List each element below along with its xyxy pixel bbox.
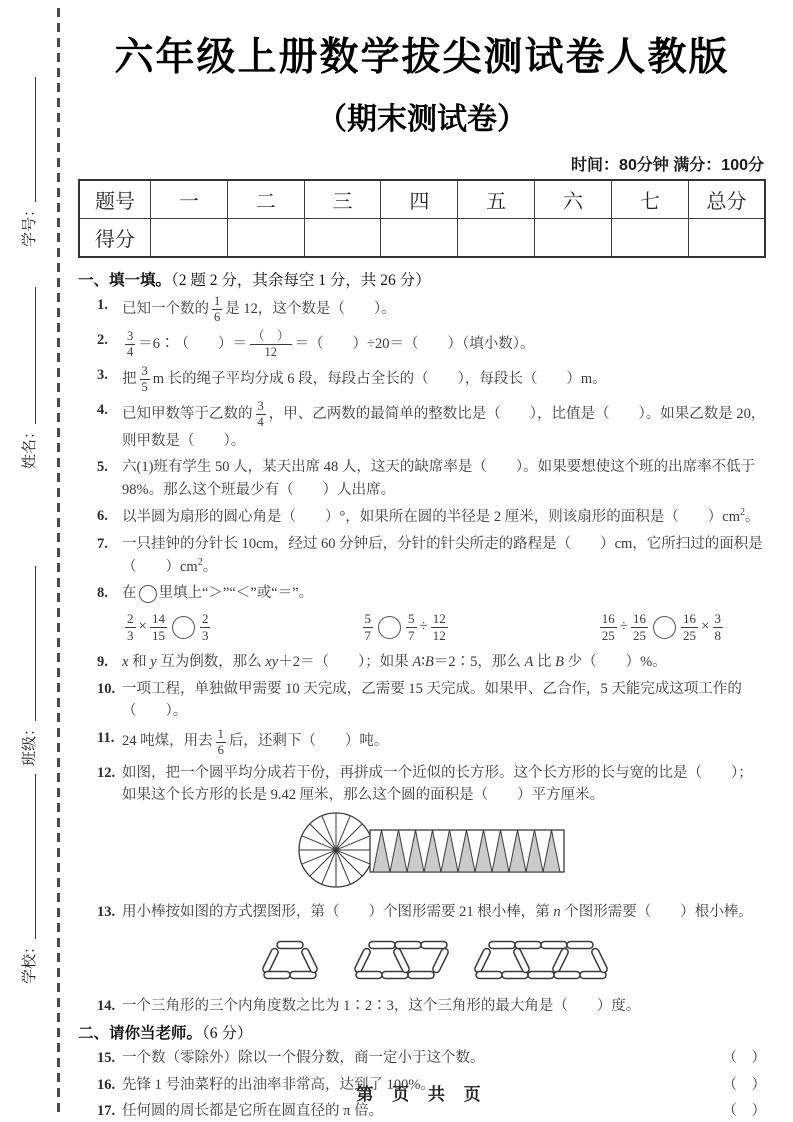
school-blank-line[interactable] <box>35 774 36 939</box>
question-item <box>97 995 766 1017</box>
question-text: 如图，把一个圆平均分成若干份，再拼成一个近似的长方形。这个长方形的长与宽的比是（ ）；如果这个长方形的长是 9.42 厘米，那么这个圆的面积是（ ）平方厘米。 <box>122 764 753 803</box>
question-text: 六(1)班有学生 50 人，某天出席 48 人，这天的缺席率是（ ）。如果要想使这个班的出席率不低于 98%。那么这个班最少有（ ）人出席。 <box>122 459 756 498</box>
question-text: 一项工程，单独做甲需要 10 天完成，乙需要 15 天完成。如果甲、乙合作，5 天能完成这项工作的（ ）。 <box>122 680 742 720</box>
student-name-blank-line[interactable] <box>35 287 36 424</box>
fraction: $\frac{16}{25}$ <box>633 610 647 643</box>
question-text: 已知甲数等于乙数的 $\frac{3}{4}$ ，甲、乙两数的最简单的整数比是（ ），比值是（ ）。如果乙数是 20，则甲数是（ ）。 <box>122 399 766 449</box>
question-item <box>97 399 766 452</box>
score-table-header-label: 题号 <box>79 180 151 219</box>
page-title: 六年级上册数学拔尖测试卷人教版 <box>114 36 730 79</box>
exam-time-score-info: 时间：80分钟 满分：100分 <box>571 157 764 174</box>
fraction: $\frac{3}{8}$ <box>714 610 721 643</box>
judge-question-item <box>97 1047 766 1069</box>
comparison-circle-blank[interactable] <box>139 585 157 603</box>
question-number: 16. <box>97 1076 116 1093</box>
student-name-field <box>19 287 39 469</box>
question-item <box>97 364 766 395</box>
question-text: $\frac{3}{4}$ ＝6∶（ ）＝ $\frac{( )}{12}$ ＝（ ）÷20＝（ ）（填小数）。 <box>127 329 535 359</box>
question-text: x 和 y 互为倒数，那么 xy＋2＝（ ）；如果 A∶B＝2∶5，那么 A 比 B 少（ ）%。 <box>122 654 667 671</box>
school-label: 学校： <box>22 938 38 984</box>
comparison-row <box>122 611 766 643</box>
fraction: $\frac{1}{6}$ <box>217 726 224 757</box>
score-table-column-总分: 总分 <box>688 180 765 219</box>
question-number: 17. <box>97 1103 116 1120</box>
fraction: $\frac{3}{5}$ <box>141 364 148 394</box>
section-two-heading <box>78 1021 766 1043</box>
fraction: $\frac{1}{6}$ <box>214 294 221 324</box>
question-item <box>97 456 766 501</box>
score-cell[interactable] <box>458 219 535 258</box>
comparison-expression: $\frac{2}{3}$ × $\frac{14}{15}$ $\frac{2}{3}$ <box>127 610 209 643</box>
fraction: $\frac{16}{25}$ <box>601 610 615 643</box>
question-number: 9. <box>97 654 108 671</box>
question-number: 7. <box>97 535 108 552</box>
question-text: 一个三角形的三个内角度数之比为 1∶2∶3，这个三角形的最大角是（ ）度。 <box>122 997 641 1014</box>
fraction: $\frac{12}{12}$ <box>432 610 446 643</box>
score-table-column-六: 六 <box>535 180 612 219</box>
question-text: 用小棒按如图的方式摆图形，第（ ）个图形需要 21 根小棒，第 n 个图形需要（ ）根小棒。 <box>122 904 753 921</box>
score-table-column-一: 一 <box>151 180 228 219</box>
score-cell[interactable] <box>535 219 612 258</box>
fraction: $\frac{2}{3}$ <box>127 610 134 643</box>
question-text: 一个数（零除外）除以一个假分数，商一定小于这个数。 <box>122 1050 485 1067</box>
judge-answer-blank[interactable]: （ ） <box>722 1103 766 1120</box>
question-number: 12. <box>97 764 116 781</box>
score-table-column-三: 三 <box>304 180 381 219</box>
question-text: 24 吨煤，用去 $\frac{1}{6}$ 后，还剩下（ ）吨。 <box>122 726 389 757</box>
student-id-blank-line[interactable] <box>35 77 36 202</box>
score-cell[interactable] <box>304 219 381 258</box>
score-table-column-二: 二 <box>227 180 304 219</box>
question-text: 把 $\frac{3}{5}$ m 长的绳子平均分成 6 段，每段占全长的（ ），每段长（ ）m。 <box>122 364 607 394</box>
score-cell[interactable] <box>227 219 304 258</box>
section-two-note: （6 分） <box>202 1025 253 1043</box>
comparison-circle-blank[interactable] <box>653 616 676 639</box>
section-one-heading <box>78 268 766 290</box>
score-cell[interactable] <box>688 219 765 258</box>
section-two-title: 二、请你当老师。 <box>78 1025 203 1043</box>
judge-answer-blank[interactable]: （ ） <box>722 1076 766 1093</box>
comparison-circle-blank[interactable] <box>172 616 195 639</box>
question-text: 一只挂钟的分针长 10cm，经过 60 分钟后，分针的针尖所走的路程是（ ）cm，它所扫过的面积是（ ）$cm^2$。 <box>122 535 763 575</box>
exam-content <box>78 0 766 1122</box>
seal-dashed-line <box>57 8 60 1112</box>
question-text: 已知一个数的 $\frac{1}{6}$ 是 12，这个数是（ ）。 <box>122 294 396 324</box>
class-label: 班级： <box>22 720 38 766</box>
question-text: 以半圆为扇形的圆心角是（ ）°，如果所在圆的半径是 2 厘米，则该扇形的面积是（ ）$cm^2$。 <box>122 507 760 526</box>
question-number: 10. <box>97 680 116 697</box>
fraction: $\frac{( )}{12}$ <box>252 329 290 359</box>
question-number: 3. <box>97 367 108 383</box>
comparison-circle-blank[interactable] <box>378 616 401 639</box>
question-item <box>97 294 766 325</box>
question-text: 在 里填上“＞”“＜”或“＝”。 <box>122 585 314 602</box>
fraction: $\frac{14}{15}$ <box>151 610 165 643</box>
class-blank-line[interactable] <box>35 566 36 721</box>
fraction: $\frac{5}{7}$ <box>408 610 415 643</box>
question-item <box>97 901 766 923</box>
question-number: 11. <box>97 729 115 746</box>
class-field <box>19 566 39 766</box>
stick-pattern-figure <box>260 928 766 989</box>
question-number: 8. <box>97 585 108 602</box>
score-table <box>78 179 766 258</box>
fraction: $\frac{16}{25}$ <box>683 610 697 643</box>
fraction: $\frac{5}{7}$ <box>364 610 372 643</box>
fraction: $\frac{3}{4}$ <box>257 399 264 429</box>
student-id-field <box>19 77 39 247</box>
score-table-column-四: 四 <box>381 180 458 219</box>
question-item <box>97 329 766 360</box>
section-one-title: 一、填一填。 <box>78 272 172 289</box>
question-number: 14. <box>97 997 116 1014</box>
question-item <box>97 678 766 723</box>
question-item <box>97 505 766 528</box>
question-item <box>97 533 766 579</box>
score-cell[interactable] <box>151 219 228 258</box>
question-number: 1. <box>97 297 108 313</box>
page-footer: 第 页 共 页 <box>356 1085 488 1104</box>
score-table-column-七: 七 <box>611 180 688 219</box>
question-item <box>97 651 766 673</box>
question-number: 5. <box>97 459 108 476</box>
judge-answer-blank[interactable]: （ ） <box>722 1050 766 1067</box>
question-text: 先锋 1 号油菜籽的出油率非常高，达到了 100%。 <box>122 1076 435 1093</box>
page-subtitle: （期末测试卷） <box>317 103 527 136</box>
fraction: $\frac{3}{4}$ <box>127 329 134 359</box>
question-item <box>97 582 766 604</box>
score-cell[interactable] <box>611 219 688 258</box>
question-text: 任何圆的周长都是它所在圆直径的 π 倍。 <box>122 1103 384 1120</box>
student-id-label: 学号： <box>22 201 38 247</box>
student-name-label: 姓名： <box>22 423 38 469</box>
comparison-expression: $\frac{16}{25}$ ÷ $\frac{16}{25}$ $\frac{16}{25}$ × $\frac{3}{8}$ <box>601 610 721 643</box>
school-field <box>19 774 39 984</box>
comparison-expression: $\frac{5}{7}$ $\frac{5}{7}$ ÷ $\frac{12}{12}$ <box>364 610 446 643</box>
circle-to-rectangle-figure <box>278 810 766 895</box>
fill-in-questions <box>78 294 766 1017</box>
question-number: 13. <box>97 904 116 921</box>
section-one-note: （2 题 2 分，其余每空 1 分，共 26 分） <box>171 272 431 289</box>
question-item <box>97 762 766 807</box>
question-number: 6. <box>97 508 108 525</box>
question-number: 15. <box>97 1050 116 1067</box>
seal-margin <box>0 0 64 1122</box>
score-cell[interactable] <box>381 219 458 258</box>
score-row-label: 得分 <box>79 219 151 258</box>
fraction: $\frac{2}{3}$ <box>201 610 209 643</box>
question-number: 2. <box>97 332 108 348</box>
question-number: 4. <box>97 402 108 418</box>
score-table-column-五: 五 <box>458 180 535 219</box>
question-item <box>97 726 766 758</box>
